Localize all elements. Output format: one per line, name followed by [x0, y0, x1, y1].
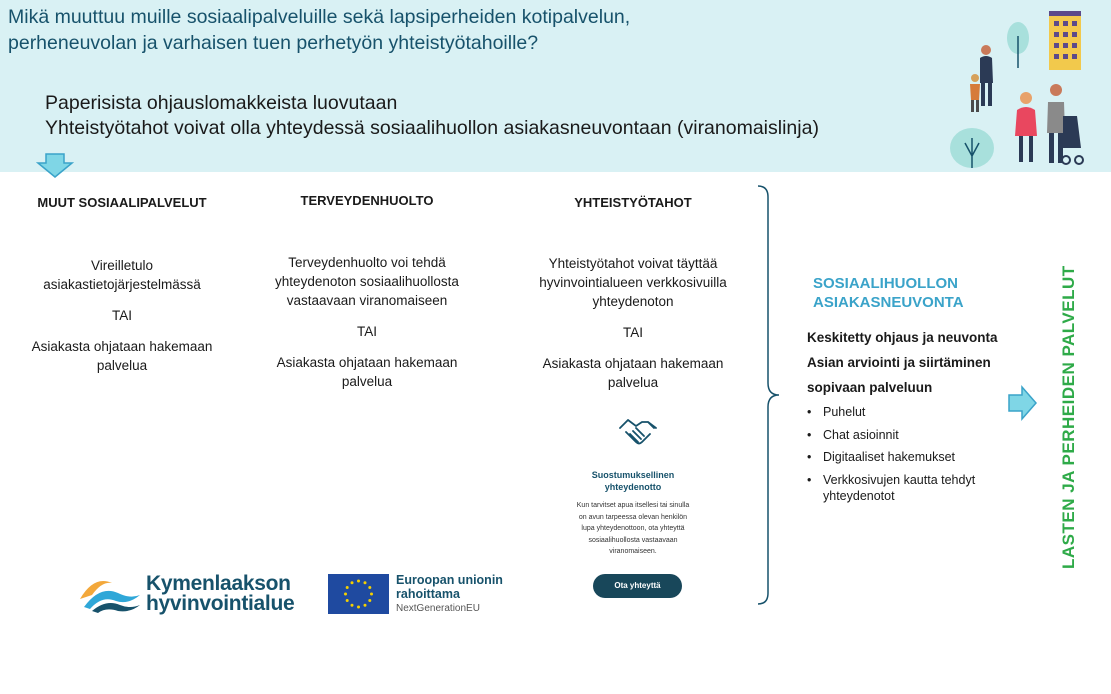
or-label: TAI — [623, 325, 643, 340]
title-line-2: perheneuvolan ja varhaisen tuen perhetyön yhteistyötahoille? — [8, 32, 539, 54]
column-text: Yhteistyötahot voivat täyttää — [548, 256, 718, 271]
asiakasneuvonta-title-line: SOSIAALIHUOLLON — [813, 275, 958, 292]
column-text: Asiakasta ohjataan hakemaan — [542, 356, 724, 371]
column-title-muut: MUUT SOSIAALIPALVELUT — [37, 195, 207, 210]
or-label: TAI — [112, 308, 132, 323]
column-text: yhteydenoton — [592, 294, 674, 309]
bracket-divider — [755, 183, 785, 607]
page-title — [8, 4, 828, 56]
card-body-line: sosiaalihuollosta vastaavaan — [588, 536, 678, 544]
logo-line: hyvinvointialue — [146, 592, 295, 615]
eu-logo-text — [396, 573, 503, 601]
card-body-line: lupa yhteydenottoon, ota yhteyttä — [581, 525, 685, 532]
column-text: palvelua — [96, 358, 148, 373]
logo-line: rahoittama — [396, 587, 460, 601]
eu-flag-icon — [328, 574, 389, 614]
column-text: palvelua — [341, 374, 393, 389]
list-item: • Verkkosivujen kautta tehdyt — [807, 469, 975, 492]
column-text: Terveydenhuolto voi tehdä — [288, 255, 446, 270]
card-title-line: Suostumuksellinen — [591, 470, 675, 480]
column-text: palvelua — [607, 375, 659, 390]
column-body-muut — [22, 256, 222, 375]
handshake-icon — [618, 414, 658, 450]
list-item-continuation: yhteydenotot — [823, 489, 895, 503]
down-arrow-icon — [36, 153, 74, 179]
asiakasneuvonta-title-line: ASIAKASNEUVONTA — [813, 294, 964, 311]
service-description: sopivaan palveluun — [807, 380, 933, 395]
title-line-1: Mikä muuttuu muille sosiaalipalveluille sekä lapsiperheiden kotipalvelun, — [8, 6, 631, 28]
card-body — [566, 500, 700, 558]
subtitle-line-1: Paperisista ohjauslomakkeista luovutaan — [45, 92, 398, 114]
column-title-terveydenhuolto: TERVEYDENHUOLTO — [300, 193, 434, 208]
contact-channel-list — [807, 401, 975, 491]
or-label: TAI — [357, 324, 377, 339]
column-title-yhteistyotahot: YHTEISTYÖTAHOT — [574, 195, 692, 210]
service-description: Asian arviointi ja siirtäminen — [807, 355, 991, 370]
card-title-line: yhteydenotto — [604, 482, 662, 492]
kymenlaakso-logo-text — [146, 574, 294, 614]
logo-line: Euroopan unionin — [396, 573, 503, 587]
kymenlaakso-logo-icon — [78, 573, 142, 613]
column-text: asiakastietojärjestelmässä — [43, 277, 201, 292]
list-item: • Puhelut — [807, 401, 975, 424]
column-text: yhteydenoton sosiaalihuollosta — [275, 274, 459, 289]
people-illustration — [945, 8, 1090, 168]
logo-line: Kymenlaakson — [146, 572, 291, 595]
contact-button[interactable]: Ota yhteyttä — [593, 574, 682, 598]
column-text: Asiakasta ohjataan hakemaan — [31, 339, 213, 354]
subtitle-line-2: Yhteistyötahot voivat olla yhteydessä sosiaalihuollon asiakasneuvontaan (viranomaislinja) — [45, 117, 819, 139]
list-item: • Digitaaliset hakemukset — [807, 446, 975, 469]
card-title — [573, 469, 693, 493]
column-body-yhteistyotahot — [523, 254, 743, 392]
asiakasneuvonta-title — [813, 274, 964, 312]
column-text: Vireilletulo — [90, 258, 154, 273]
list-item: • Chat asioinnit — [807, 424, 975, 447]
card-body-line: viranomaiseen. — [609, 548, 657, 555]
card-body-line: Kun tarvitset apua itsellesi tai sinulla — [576, 502, 690, 509]
card-body-line: on avun tarpeessa olevan henkilön — [578, 513, 688, 521]
vertical-label: LASTEN JA PERHEIDEN PALVELUT — [1059, 265, 1078, 569]
column-text: hyvinvointialueen verkkosivuilla — [539, 275, 727, 290]
right-arrow-icon — [1008, 385, 1038, 421]
column-text: Asiakasta ohjataan hakemaan — [276, 355, 458, 370]
service-description: Keskitetty ohjaus ja neuvonta — [807, 330, 998, 345]
column-body-terveydenhuolto — [257, 253, 477, 391]
column-text: vastaavaan viranomaiseen — [286, 293, 448, 308]
eu-logo-subtext: NextGenerationEU — [396, 603, 480, 614]
